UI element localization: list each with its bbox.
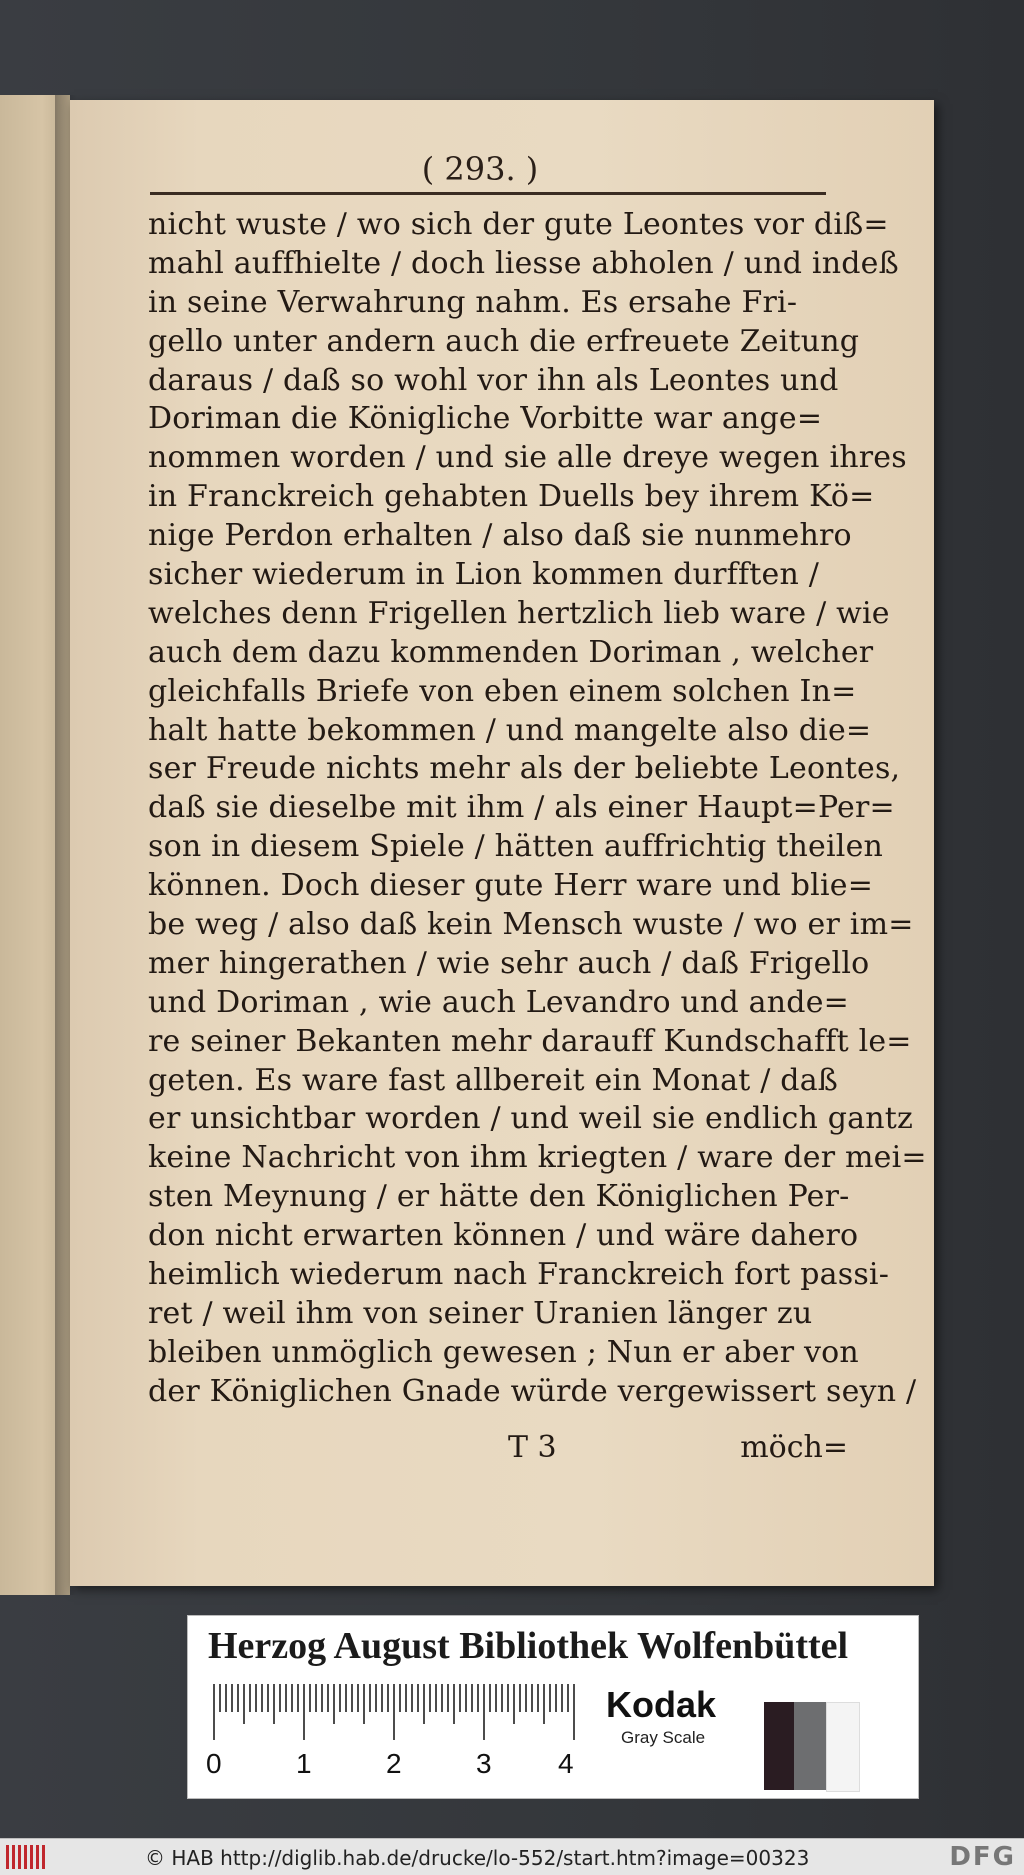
text-line: nommen worden / und sie alle dreye wegen ihres [148, 440, 907, 476]
kodak-logo: Kodak [606, 1684, 717, 1725]
text-line: können. Doch dieser gute Herr ware und blie= [148, 868, 874, 904]
ruler-label-3: 3 [476, 1748, 492, 1779]
text-line: daraus / daß so wohl vor ihn als Leontes und [148, 362, 839, 398]
page-number: ( 293. ) [421, 150, 539, 188]
signature-row [148, 1430, 848, 1470]
library-color-card [187, 1615, 919, 1799]
text-line: und Doriman , wie auch Levandro und ande= [148, 984, 849, 1020]
text-line: in Franckreich gehabten Duells bey ihrem Kö= [148, 479, 875, 515]
text-line: bleiben unmöglich gewesen ; Nun er aber von [148, 1334, 859, 1370]
text-line: in seine Verwahrung nahm. Es ersahe Fri- [148, 284, 798, 320]
text-line: er unsichtbar worden / und weil sie endlich gantz [148, 1101, 913, 1137]
text-line: auch dem dazu kommenden Doriman , welcher [148, 634, 874, 670]
text-line: Doriman die Königliche Vorbitte war ange= [148, 401, 823, 437]
text-line: welches denn Frigellen hertzlich lieb ware / wie [148, 595, 890, 631]
text-line: ret / weil ihm von seiner Uranien länger zu [148, 1295, 813, 1331]
gray-swatch-light [826, 1702, 860, 1792]
text-line: heimlich wiederum nach Franckreich fort passi- [148, 1257, 890, 1293]
text-line: don nicht erwarten können / und wäre dahero [148, 1218, 859, 1254]
ruler-label-4: 4 [558, 1748, 574, 1779]
text-line: sicher wiederum in Lion kommen durfften / [148, 557, 820, 593]
page-text [148, 206, 927, 1412]
signature-mark: T 3 [508, 1430, 557, 1465]
gray-swatch-mid [794, 1702, 826, 1790]
text-line: keine Nachricht von ihm kriegten / ware der mei= [148, 1140, 927, 1176]
text-line: mahl auffhielte / doch liesse abholen / und indeß [148, 245, 899, 281]
text-line: son in diesem Spiele / hätten auffrichtig theilen [148, 829, 884, 865]
ruler-label-1: 1 [296, 1748, 312, 1779]
book-page [70, 100, 934, 1586]
text-line: daß sie dieselbe mit ihm / als einer Haupt=Per= [148, 790, 895, 826]
text-line: nige Perdon erhalten / also daß sie nunmehro [148, 518, 852, 554]
text-line: nicht wuste / wo sich der gute Leontes vor diß= [148, 207, 889, 242]
text-line: re seiner Bekanten mehr darauff Kundschafft le= [148, 1023, 912, 1059]
copyright-link[interactable]: © HAB http://diglib.hab.de/drucke/lo-552/start.htm?image=00323 [145, 1846, 810, 1870]
text-line: geten. Es ware fast allbereit ein Monat / daß [148, 1062, 839, 1098]
catchword: möch= [740, 1430, 848, 1465]
dfg-logo: DFG [949, 1842, 1016, 1872]
text-line: be weg / also daß kein Mensch wuste / wo er im= [148, 907, 914, 943]
text-line: ser Freude nichts mehr als der beliebte Leontes, [148, 751, 901, 787]
text-line: halt hatte bekommen / und mangelte also die= [148, 712, 872, 748]
ruler-icon [210, 1684, 570, 1744]
gray-scale-label: Gray Scale [621, 1728, 706, 1747]
ruler-label-2: 2 [386, 1748, 402, 1779]
text-line: mer hingerathen / wie sehr auch / daß Frigello [148, 945, 870, 981]
gray-swatch-dark [764, 1702, 794, 1790]
text-line: gello unter andern auch die erfreuete Zeitung [148, 323, 860, 359]
barcode-icon [6, 1845, 48, 1869]
library-name: Herzog August Bibliothek Wolfenbüttel [208, 1625, 849, 1667]
text-line: der Königlichen Gnade würde vergewissert seyn / [148, 1373, 917, 1409]
header-rule [150, 192, 826, 195]
text-line: sten Meynung / er hätte den Königlichen Per- [148, 1179, 850, 1215]
text-line: gleichfalls Briefe von eben einem solchen In= [148, 673, 857, 709]
ruler-label-0: 0 [206, 1748, 222, 1779]
footer-bar [0, 1838, 1024, 1875]
